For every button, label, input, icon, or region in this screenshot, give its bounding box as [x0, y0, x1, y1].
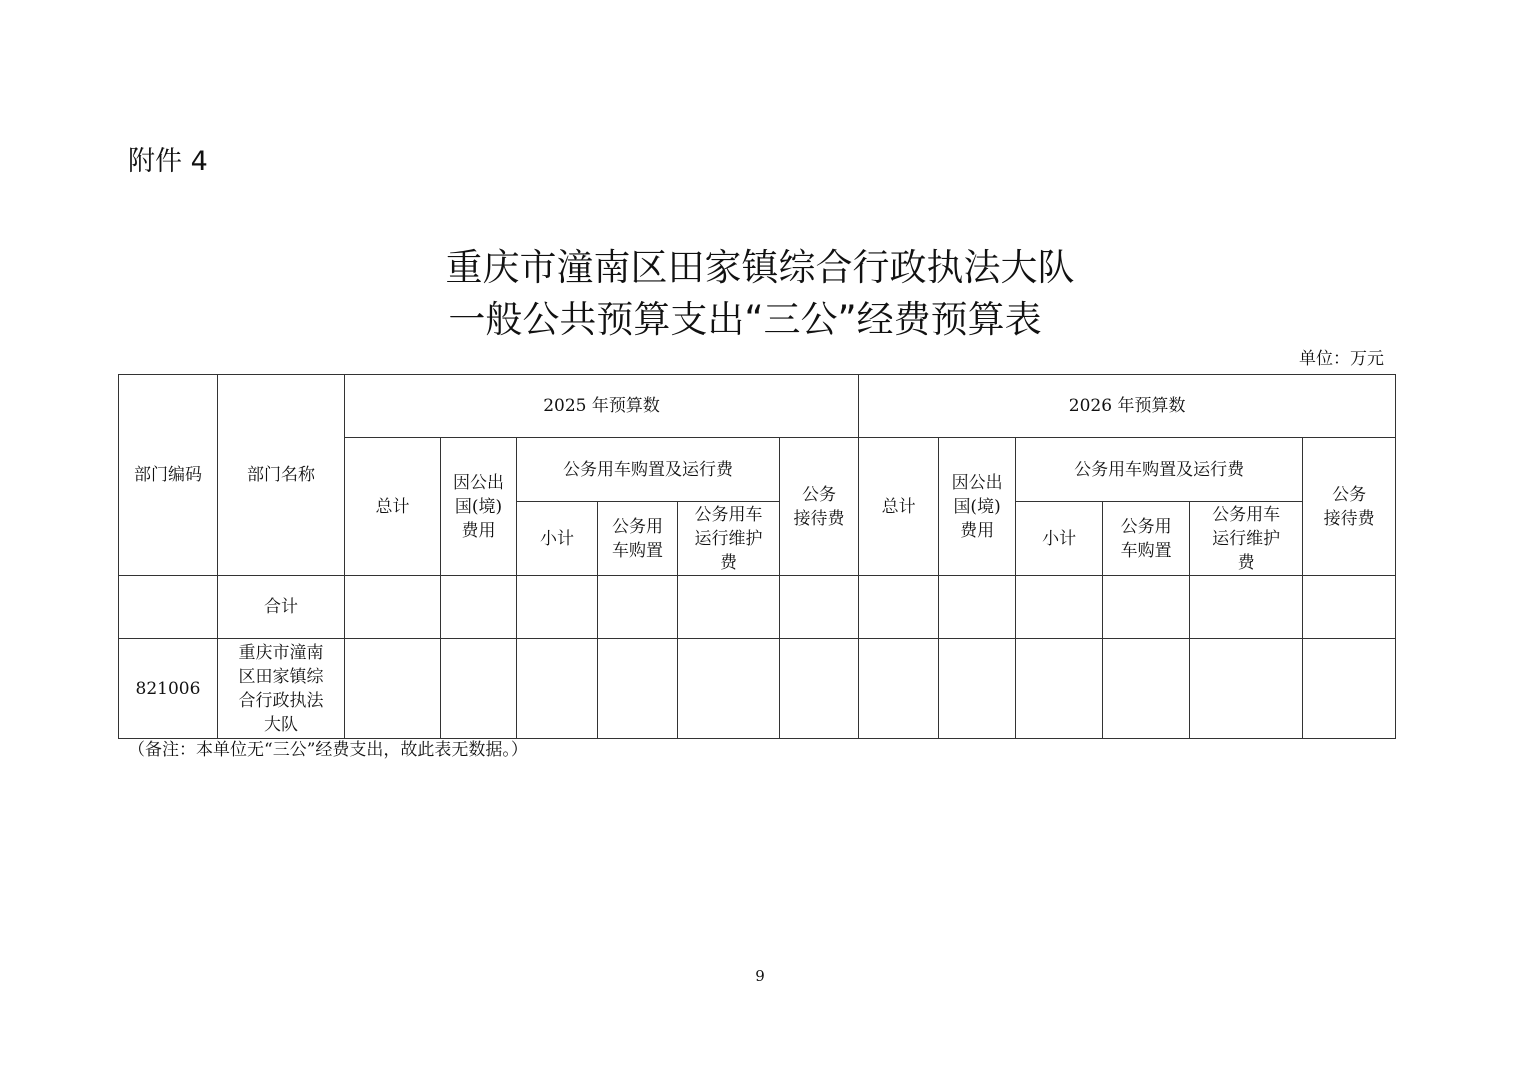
cell-2026-vehicle-operation	[1190, 576, 1303, 639]
cell-2026-reception	[1303, 639, 1396, 739]
table-row-dept	[119, 639, 1396, 739]
cell-2025-reception	[780, 576, 859, 639]
cell-2025-total	[345, 576, 441, 639]
header-2025-vehicle-group: 公务用车购置及运行费	[517, 438, 780, 502]
header-2026-total: 总计	[859, 438, 939, 576]
header-2026-vehicle-group: 公务用车购置及运行费	[1016, 438, 1303, 502]
cell-2026-total	[859, 576, 939, 639]
cell-2025-vehicle-operation	[678, 639, 780, 739]
header-row-years	[119, 375, 1396, 438]
cell-2025-vehicle-operation	[678, 576, 780, 639]
header-2026-subtotal: 小计	[1016, 502, 1103, 576]
cell-2025-reception	[780, 639, 859, 739]
cell-2025-vehicle-purchase	[598, 639, 678, 739]
unit-label: 单位：万元	[1299, 349, 1384, 369]
cell-dept-code	[119, 576, 218, 639]
cell-dept-name: 合计	[218, 576, 345, 639]
header-dept-name: 部门名称	[218, 375, 345, 576]
document-title-line-2: 一般公共预算支出“三公”经费预算表	[448, 298, 1042, 341]
cell-2026-subtotal	[1016, 576, 1103, 639]
header-2026-reception: 公务 接待费	[1303, 438, 1396, 576]
cell-2025-abroad	[441, 639, 517, 739]
header-2025-abroad: 因公出 国(境) 费用	[441, 438, 517, 576]
cell-dept-name: 重庆市潼南 区田家镇综 合行政执法 大队	[218, 639, 345, 739]
budget-table	[118, 374, 1396, 739]
header-2025-vehicle-operation: 公务用车 运行维护 费	[678, 502, 780, 576]
header-dept-code: 部门编码	[119, 375, 218, 576]
header-2025-vehicle-purchase: 公务用 车购置	[598, 502, 678, 576]
header-2025-total: 总计	[345, 438, 441, 576]
table-row-total	[119, 576, 1396, 639]
header-2026-abroad: 因公出 国(境) 费用	[939, 438, 1016, 576]
cell-2026-vehicle-purchase	[1103, 639, 1190, 739]
cell-2026-abroad	[939, 576, 1016, 639]
cell-2025-vehicle-purchase	[598, 576, 678, 639]
header-year-2025: 2025 年预算数	[345, 375, 859, 438]
header-2025-subtotal: 小计	[517, 502, 598, 576]
document-title-line-1: 重庆市潼南区田家镇综合行政执法大队	[445, 246, 1075, 289]
cell-2026-abroad	[939, 639, 1016, 739]
header-2025-reception: 公务 接待费	[780, 438, 859, 576]
cell-2026-subtotal	[1016, 639, 1103, 739]
header-2026-vehicle-purchase: 公务用 车购置	[1103, 502, 1190, 576]
cell-2025-abroad	[441, 576, 517, 639]
cell-dept-code: 821006	[119, 639, 218, 739]
cell-2026-vehicle-purchase	[1103, 576, 1190, 639]
page-number: 9	[755, 967, 765, 985]
cell-2025-total	[345, 639, 441, 739]
header-2026-vehicle-operation: 公务用车 运行维护 费	[1190, 502, 1303, 576]
cell-2025-subtotal	[517, 576, 598, 639]
cell-2026-reception	[1303, 576, 1396, 639]
cell-2026-total	[859, 639, 939, 739]
table-note: （备注：本单位无“三公”经费支出，故此表无数据。）	[128, 740, 528, 760]
cell-2026-vehicle-operation	[1190, 639, 1303, 739]
attachment-label: 附件 4	[128, 146, 208, 177]
header-year-2026: 2026 年预算数	[859, 375, 1396, 438]
cell-2025-subtotal	[517, 639, 598, 739]
